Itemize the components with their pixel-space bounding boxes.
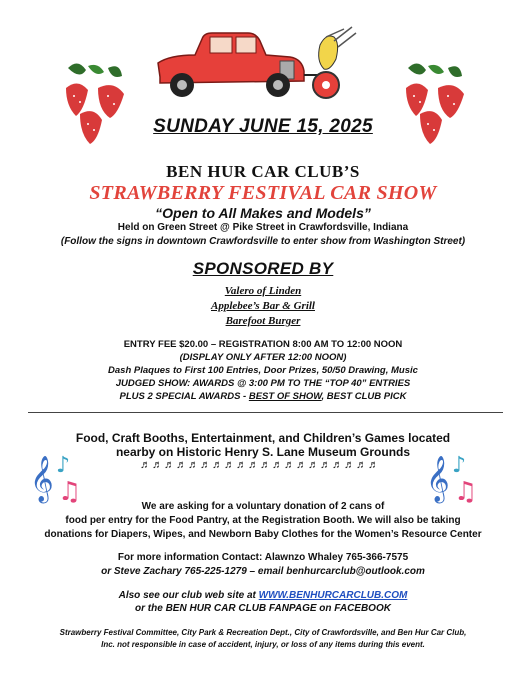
website-link[interactable]: WWW.BENHURCARCLUB.COM [258,590,408,601]
music-notes-icon [424,450,494,506]
event-date: SUNDAY JUNE 15, 2025 [153,116,373,137]
sponsor-item: Barefoot Burger [225,315,301,327]
sponsor-item: Applebee’s Bar & Grill [211,300,315,312]
disclaimer-line-1: Strawberry Festival Committee, City Park & Recreation Dept., City of Crawfordsville, and Ben Hur Car Club, [59,628,467,637]
sponsor-item: Valero of Linden [224,285,302,297]
food-line-1: Food, Craft Booths, Entertainment, and Children’s Games located [75,431,451,445]
disclaimer-line-2: Inc. not responsible in case of accident, injury, or loss of any items during this event. [101,640,425,649]
sponsors-heading: SPONSORED BY [192,259,334,278]
svg-text:♪: ♪ [56,453,71,478]
festival-title: STRAWBERRY FESTIVAL CAR SHOW [89,182,437,204]
car-illustration [140,25,370,107]
svg-text:♪: ♪ [452,453,467,478]
svg-text:𝄞: 𝄞 [30,456,54,502]
music-notes-decoration: ♬♬♬♬♬♬♬♬♬♬♬♬♬♬♬♬♬♬♬♬ [140,459,380,471]
music-notes-icon [28,450,98,506]
directions-text: (Follow the signs in downtown Crawfordsville to enter show from Washington Street) [60,236,466,247]
contact-line-2: or Steve Zachary 765-225-1279 – email benhurcarclub@outlook.com [101,566,425,577]
facebook-line: or the BEN HUR CAR CLUB FANPAGE on FACEBOOK [135,603,391,614]
best-of-show-label: BEST OF SHOW [248,391,322,402]
svg-text:♫: ♫ [58,477,82,506]
special-awards-prefix: PLUS 2 SPECIAL AWARDS - [119,391,249,402]
website-line [0,590,526,601]
judged-show-text: JUDGED SHOW: AWARDS @ 3:00 PM TO THE “TOP 40” ENTRIES [115,378,411,389]
svg-text:𝄞: 𝄞 [426,456,450,502]
location-text: Held on Green Street @ Pike Street in Crawfordsville, Indiana [117,222,409,233]
special-awards-suffix: , BEST CLUB PICK [321,391,407,402]
tagline: “Open to All Makes and Models” [155,205,371,221]
svg-text:♫: ♫ [454,477,478,506]
entry-fee-text: ENTRY FEE $20.00 – REGISTRATION 8:00 AM TO 12:00 NOON [123,339,403,350]
donation-line-2: food per entry for the Food Pantry, at the Registration Booth. We will also be taking [65,515,461,526]
donation-line-1: We are asking for a voluntary donation of 2 cans of [141,501,385,512]
special-awards-text [0,391,526,402]
contact-line-1: For more information Contact: Alawnzo Whaley 765-366-7575 [117,552,409,563]
food-line-2: nearby on Historic Henry S. Lane Museum Grounds [115,445,411,459]
display-only-text: (DISPLAY ONLY AFTER 12:00 NOON) [179,352,347,363]
club-name: BEN HUR CAR CLUB’S [166,162,360,181]
website-prefix: Also see our club web site at [118,590,259,601]
divider [28,412,503,413]
plaques-text: Dash Plaques to First 100 Entries, Door Prizes, 50/50 Drawing, Music [108,365,418,376]
donation-line-3: donations for Diapers, Wipes, and Newborn Baby Clothes for the Women’s Resource Center [44,529,482,540]
